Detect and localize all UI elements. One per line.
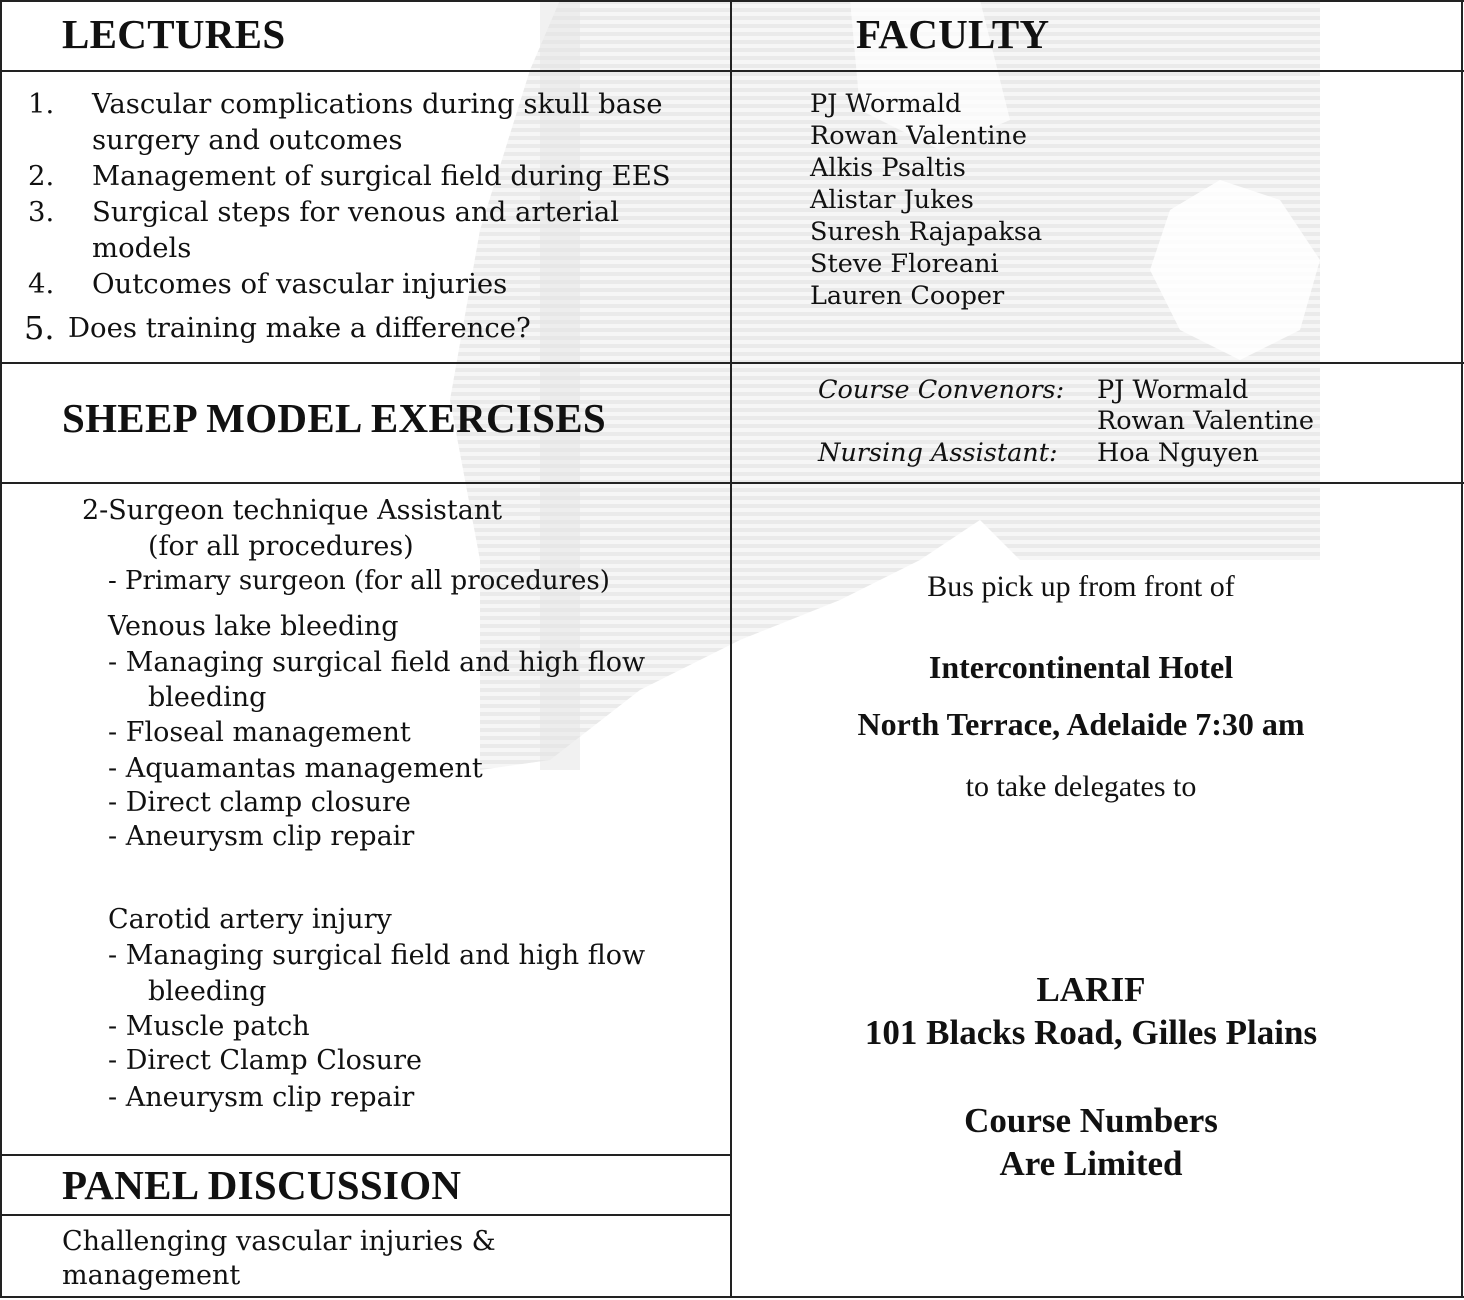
item-text: Surgical steps for venous and arterial models [92, 196, 620, 264]
item-number: 4. [28, 268, 55, 300]
nursing-label: Nursing Assistant: [818, 438, 1058, 468]
row-divider-sheep [0, 482, 1464, 484]
exercise-line: - Aquamantas management [108, 753, 483, 784]
panel-heading: PANEL DISCUSSION [62, 1162, 462, 1208]
item-text: Outcomes of vascular injuries [92, 268, 508, 300]
convenor-name: Rowan Valentine [1097, 406, 1314, 436]
list-item [24, 86, 732, 158]
lectures-heading: LECTURES [62, 11, 286, 57]
row-divider-panel-bottom [0, 1214, 731, 1216]
exercise-line: - Direct Clamp Closure [108, 1045, 422, 1076]
course-limit-line1: Course Numbers [964, 1101, 1218, 1140]
take-delegates-text: to take delegates to [965, 770, 1197, 803]
convenors-label: Course Convenors: [818, 375, 1065, 405]
exercise-line: - Managing surgical field and high flow [108, 940, 646, 971]
bus-pickup-text: Bus pick up from front of [927, 570, 1235, 603]
faculty-name: PJ Wormald [810, 89, 962, 119]
table-border-right [1461, 0, 1463, 1298]
nursing-name: Hoa Nguyen [1097, 438, 1259, 468]
exercise-line: 2-Surgeon technique Assistant [82, 495, 503, 526]
faculty-name: Alistar Jukes [810, 185, 974, 215]
exercise-line: - Floseal management [108, 717, 411, 748]
item-number: 5. [24, 309, 55, 347]
course-limit-line2: Are Limited [999, 1144, 1183, 1183]
panel-text: Challenging vascular injuries & [62, 1226, 496, 1257]
faculty-name: Steve Floreani [810, 249, 999, 279]
faculty-list [810, 88, 1042, 312]
list-item [24, 158, 732, 194]
item-text: Vascular complications during skull base surgery and outcomes [92, 88, 663, 156]
table-border-left [0, 0, 2, 1298]
exercise-line: - Muscle patch [108, 1011, 310, 1042]
list-item [24, 194, 692, 266]
faculty-name: Suresh Rajapaksa [810, 217, 1043, 247]
exercise-line: - Primary surgeon (for all procedures) [108, 566, 610, 596]
exercise-line: - Managing surgical field and high flow [108, 647, 646, 678]
exercise-subheading: Carotid artery injury [108, 904, 392, 935]
item-text: Management of surgical field during EES [92, 160, 671, 192]
venue-name: LARIF [1036, 970, 1146, 1009]
exercise-line: - Aneurysm clip repair [108, 1082, 415, 1113]
hotel-address: North Terrace, Adelaide 7:30 am [857, 706, 1305, 742]
faculty-name: Rowan Valentine [810, 121, 1027, 151]
hotel-name: Intercontinental Hotel [928, 649, 1234, 685]
lectures-list [24, 86, 732, 346]
exercise-line: (for all procedures) [148, 531, 414, 562]
convenor-name: PJ Wormald [1097, 375, 1249, 405]
item-number: 1. [28, 88, 55, 120]
row-divider-panel-top [0, 1154, 731, 1156]
panel-text: management [62, 1260, 241, 1291]
exercise-line: bleeding [148, 976, 267, 1007]
faculty-heading: FACULTY [856, 11, 1050, 57]
item-number: 2. [28, 160, 55, 192]
faculty-name: Lauren Cooper [810, 281, 1005, 311]
item-text: Does training make a difference? [68, 312, 531, 344]
exercise-line: - Aneurysm clip repair [108, 821, 415, 852]
row-divider-lectures [0, 362, 1464, 364]
list-item [24, 310, 708, 346]
exercise-line: bleeding [148, 682, 267, 713]
exercise-subheading: Venous lake bleeding [108, 611, 399, 642]
table-border-top [0, 0, 1464, 2]
item-number: 3. [28, 196, 55, 228]
faculty-name: Alkis Psaltis [810, 153, 966, 183]
sheep-heading: SHEEP MODEL EXERCISES [62, 395, 607, 441]
row-divider-header [0, 70, 1464, 72]
list-item [24, 266, 732, 302]
exercise-line: - Direct clamp closure [108, 787, 411, 818]
venue-address: 101 Blacks Road, Gilles Plains [864, 1013, 1318, 1052]
table-border-bottom [0, 1296, 1464, 1298]
